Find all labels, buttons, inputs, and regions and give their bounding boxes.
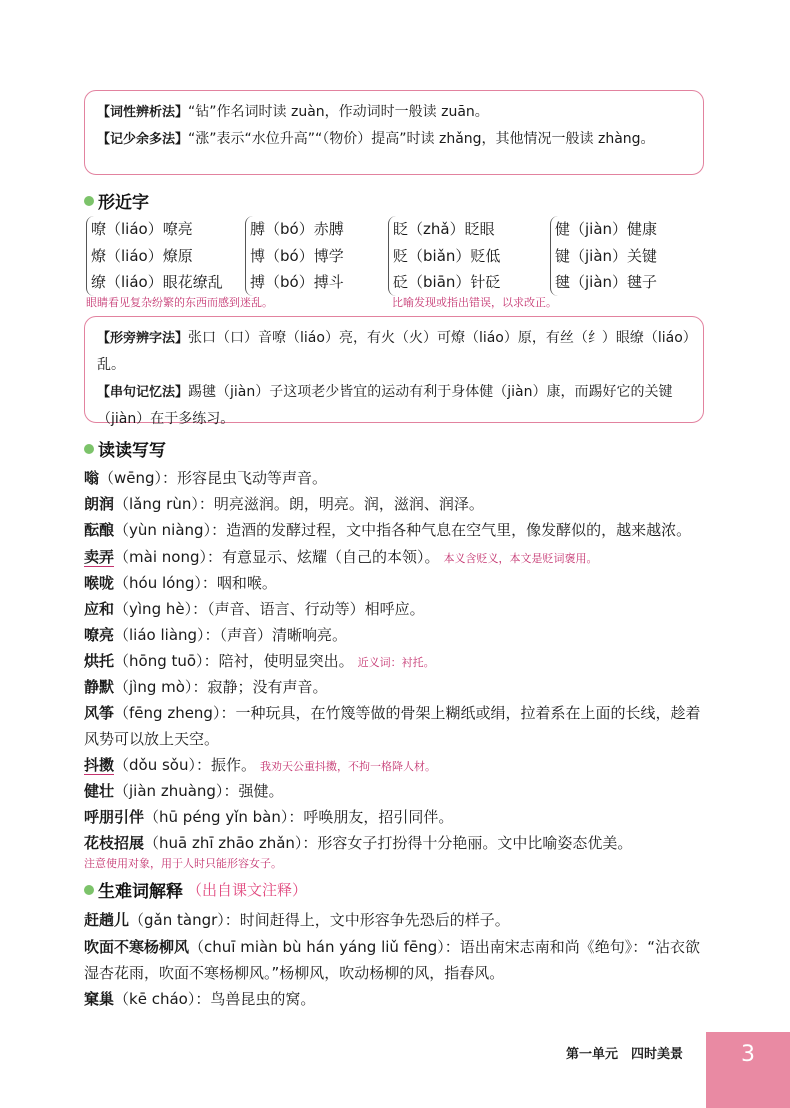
similar-char-item: 博（bó）博学 [250,246,344,265]
section-subtitle: （出自课文注释） [187,881,308,899]
vocab-word: 应和 [84,600,115,618]
section-heading-hard [84,877,307,902]
vocab-entry [84,700,710,752]
tip-label: 【记少余多法】 [97,132,189,147]
vocab-entry [84,934,710,986]
page-number: 3 [706,1032,790,1108]
vocab-pinyin: （gǎn tàngr） [129,911,225,929]
vocab-word: 抖擞 [84,756,115,774]
vocab-def: ：寂静；没有声音。 [192,678,328,696]
vocab-def: ：语出南宋志南和尚《绝句》：“沾衣欲湿杏花雨，吹面不寒杨柳风。”杨柳风，吹动杨柳的风，指春风。 [84,938,701,982]
tip-line [97,325,691,379]
tip-label: 【词性辨析法】 [97,105,189,120]
vocab-note: 我劝天公重抖擞，不拘一格降人材。 [260,760,437,773]
similar-char-group [550,216,657,296]
vocab-def: ：一种玩具，在竹篾等做的骨架上糊纸或绢，拉着系在上面的长线，趁着风势可以放上天空。 [84,704,701,748]
vocab-word: 喉咙 [84,574,115,592]
vocab-pinyin: （liáo liàng） [114,626,205,644]
section-heading-read [84,436,166,461]
similar-char-item: 燎（liáo）燎原 [91,246,193,265]
vocab-word: 卖弄 [84,548,115,566]
vocab-word: 酝酿 [84,521,115,539]
vocab-def: ：强健。 [223,782,284,800]
vocab-pinyin: （jiàn zhuàng） [114,782,224,800]
vocab-pinyin: （mài nong） [114,548,207,566]
vocab-def: ：时间赶得上，文中形容争先恐后的样子。 [224,911,510,929]
vocab-entry [84,544,710,572]
vocab-pinyin: （yìng hè） [114,600,193,618]
vocab-pinyin: （kē cháo） [114,990,196,1008]
vocab-def: ：（声音、语言、行动等）相呼应。 [192,600,425,618]
tip-text: 张口（口）音嘹（liáo）亮，有火（火）可燎（liáo）原，有丝（纟）眼缭（liáo）乱。 [97,330,690,373]
vocab-entry [84,596,710,622]
vocab-def: ：有意显示、炫耀（自己的本领）。 [206,548,440,566]
similar-char-item: 缭（liáo）眼花缭乱 [91,273,223,291]
similar-char-item: 贬（biǎn）贬低 [393,246,501,265]
footer-unit-title: 第一单元 四时美景 [566,1047,684,1062]
section-heading-similar [84,188,149,213]
vocab-pinyin: （yùn niàng） [114,521,212,539]
vocab-entry [84,907,710,933]
tip-line [97,379,691,433]
vocab-entry [84,830,710,856]
vocab-entry [84,491,710,517]
vocab-word: 朗润 [84,495,115,513]
section-title: 生难词解释 [98,882,183,902]
vocab-def: ：形容昆虫飞动等声音。 [162,469,328,487]
similar-char-item: 膊（bó）赤膊 [250,220,344,238]
vocab-entry [84,648,710,676]
vocab-def: ：鸟兽昆虫的窝。 [195,990,316,1008]
annotation-note: 眼睛看见复杂纷繁的东西而感到迷乱。 [86,296,273,309]
vocab-def: ：造酒的发酵过程，文中指各种气息在空气里，像发酵似的，越来越浓。 [211,521,692,539]
vocab-pinyin: （dǒu sǒu） [114,756,196,774]
tip-text: “涨”表示“水位升高”“（物价）提高”时读 zhǎng，其他情况一般读 zhàng。 [188,131,655,147]
similar-char-item: 键（jiàn）关键 [555,246,658,265]
similar-char-item: 嘹（liáo）嘹亮 [91,220,193,238]
vocab-word: 静默 [84,678,115,696]
vocab-pinyin: （lǎng rùn） [114,495,199,513]
vocab-def: ：明亮滋润。朗，明亮。润，滋润、润泽。 [198,495,484,513]
annotation-note: 注意使用对象，用于人时只能形容女子。 [84,857,282,870]
vocab-entry [84,517,710,543]
vocab-def: ：振作。 [196,756,257,774]
vocab-entry [84,804,710,830]
vocab-pinyin: （hōng tuō） [114,652,204,670]
vocab-def: ：陪衬，使明显突出。 [203,652,354,670]
similar-char-item: 健（jiàn）健康 [555,220,658,238]
similar-char-item: 搏（bó）搏斗 [250,273,344,291]
vocab-word: 窠巢 [84,990,115,1008]
vocab-pinyin: （chuī miàn bù hán yáng liǔ fēng） [189,938,445,956]
tip-line [97,126,691,153]
tip-text: 踢毽（jiàn）子这项老少皆宜的运动有利于身体健（jiàn）康，而踢好它的关键（jiàn）在于多练习。 [97,384,673,427]
similar-char-item: 毽（jiàn）毽子 [555,273,658,291]
vocab-note: 近义词：衬托。 [357,656,435,669]
vocab-entry [84,465,710,491]
vocab-word: 烘托 [84,652,115,670]
tip-label: 【串句记忆法】 [97,385,189,400]
vocab-def: ：（声音）清晰响亮。 [204,626,348,644]
vocab-word: 呼朋引伴 [84,808,145,826]
vocab-pinyin: （hóu lóng） [114,574,202,592]
vocab-word: 嘹亮 [84,626,115,644]
vocab-entry [84,570,710,596]
vocab-word: 花枝招展 [84,834,145,852]
vocab-entry [84,778,710,804]
similar-char-group [388,216,500,296]
bullet-dot-icon [84,444,94,454]
vocab-note: 本义含贬义，本文是贬词褒用。 [443,552,598,565]
vocab-entry [84,986,710,1012]
tip-box-pronunciation [84,90,704,175]
vocab-word: 风筝 [84,704,115,722]
section-title: 形近字 [98,193,149,213]
vocab-def: ：形容女子打扮得十分艳丽。文中比喻姿态优美。 [302,834,633,852]
vocab-pinyin: （fēng zheng） [114,704,221,722]
bullet-dot-icon [84,885,94,895]
vocab-word: 赶趟儿 [84,911,130,929]
similar-char-group [86,216,223,296]
vocab-pinyin: （jìng mò） [114,678,193,696]
vocab-entry [84,622,710,648]
tip-box-memory [84,316,704,427]
tip-text: “钻”作名词时读 zuàn，作动词时一般读 zuān。 [188,104,489,120]
tip-label: 【形旁辨字法】 [97,331,189,346]
vocab-entry [84,752,710,780]
section-title: 读读写写 [98,441,166,461]
similar-char-group [245,216,344,296]
vocab-pinyin: （huā zhī zhāo zhǎn） [144,834,303,852]
vocab-pinyin: （wēng） [99,469,163,487]
vocab-word: 吹面不寒杨柳风 [84,938,190,956]
bullet-dot-icon [84,196,94,206]
annotation-note: 比喻发现或指出错误，以求改正。 [392,296,557,309]
tip-line [97,99,691,126]
vocab-def: ：呼唤朋友，招引同伴。 [288,808,454,826]
similar-char-item: 砭（biān）针砭 [393,273,501,291]
vocab-pinyin: （hū péng yǐn bàn） [144,808,289,826]
vocab-def: ：咽和喉。 [201,574,277,592]
vocab-word: 健壮 [84,782,115,800]
vocab-word: 嗡 [84,469,100,487]
similar-char-item: 眨（zhǎ）眨眼 [393,220,495,238]
vocab-entry [84,674,710,700]
